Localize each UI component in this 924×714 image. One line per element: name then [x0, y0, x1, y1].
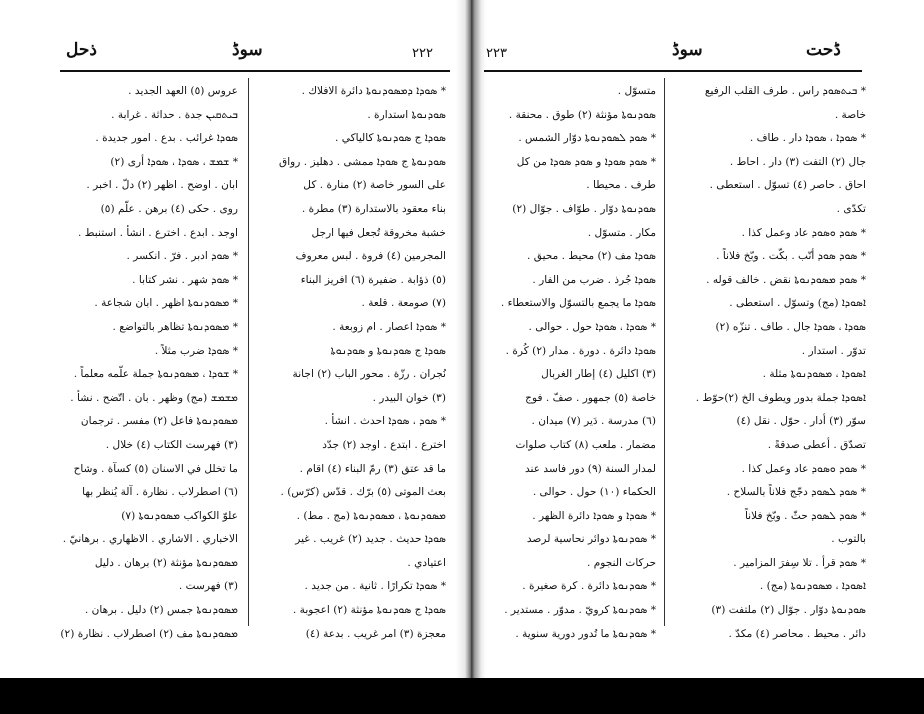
dictionary-line: * ܣܘܕ شهر . نشر كتابا . — [132, 273, 238, 286]
dictionary-line: * ܫܡܫ ، ܣܘܕܐ ، ܣܘܕܐ أرى (٢) — [110, 155, 238, 168]
dictionary-line: ܣܘܕܢܘܬܐ ج ܣܘܕܐ ممشى . دهليز . رواق — [279, 155, 446, 168]
left-page-number: ٢٢٢ — [412, 46, 433, 61]
left-page-header-left: ذحل — [66, 40, 97, 60]
dictionary-line: * ܣܘܕ ܠܣܘܕ حثّ . وبّخ فلاناً — [744, 509, 866, 522]
dictionary-line: * ܣܘܕܐ ܕܡܣܘܕܢܘܬܐ دائرة الافلاك . — [301, 85, 446, 97]
dictionary-line: احاق . حاصر (٤) تسوّل . استعطى . — [709, 179, 866, 192]
dictionary-line: * ܡܣܘܕܢܘܬܐ تظاهر بالتواضع . — [112, 320, 238, 333]
dictionary-line: مضمار . ملعب (٨) كتاب صلوات — [515, 438, 656, 451]
dictionary-line: خاصة . — [834, 108, 866, 121]
dictionary-line: ܡܣܘܕܢܘܬܐ جمس (٢) دليل . برهان . — [84, 604, 238, 617]
dictionary-line: على السور خاصة (٢) منارة . كل — [303, 179, 446, 192]
dictionary-line: * ܣܘܕ ܠܣܘܕܢܘܬܐ دوّار الشمس . — [518, 132, 656, 145]
dictionary-line: * ܣܘܕܐ و ܣܘܕܐ دائرة الظهر . — [532, 509, 656, 522]
dictionary-line: ܣܘܕܢܘܬܐ استدارة . — [367, 108, 446, 121]
dictionary-line: ܡܫܡܫ (مج) وظهر . بان . اتّضح . نشأ . — [70, 391, 238, 404]
dictionary-line: (٦) اصطرلاب . نظارة . آلة يُنظر بها — [82, 486, 238, 499]
left-page-column-right — [256, 80, 446, 646]
dictionary-line: حركات النجوم . — [587, 556, 656, 569]
dictionary-line: (٥) ذؤابة . ضفيرة (٦) افريز البناء — [300, 273, 446, 286]
dictionary-line: * ܡܣܘܕܢܘܬܐ اظهر . ابان شجاعة . — [94, 297, 238, 310]
right-page-header-center: سوڈ — [672, 40, 703, 60]
left-page — [0, 0, 458, 678]
dictionary-line: المجرمين (٤) فروة . لبس معروف — [295, 250, 446, 263]
dictionary-line: * ܣܘܕܢܘܬܐ دائرة . كرة صغيرة . — [522, 580, 656, 593]
dictionary-line: بناء معقود بالاستدارة (٣) مطرة . — [301, 202, 446, 215]
dictionary-line: ܣܘܕܐ جُرذ . ضرب من الفار . — [532, 273, 656, 286]
dictionary-line: * ܒܝܬܣܘܕ راس . طرف القلب الرفيع — [704, 85, 866, 97]
dictionary-line: ما تخلل في الاسنان (٥) كسآة . وشاح — [73, 462, 238, 475]
dictionary-line: بالتوب . — [831, 533, 866, 546]
dictionary-line: * ܣܘܕ ܣܘܕܐ و ܣܘܕ ܣܘܕܐ من كل — [516, 155, 656, 168]
dictionary-line: * ܣܘܕܐ تكرارًا . ثانية . من جديد . — [304, 580, 446, 593]
dictionary-line: دائر . محيط . محاصر (٤) مكدّ . — [728, 627, 866, 640]
right-page-column-left — [484, 80, 656, 646]
dictionary-line: اخترع . ابتدع . اوجد (٢) جدّد — [322, 438, 446, 451]
dictionary-line: * ܣܘܕ ، ܣܘܕܐ احدث . انشأ . — [324, 415, 446, 428]
dictionary-line: علوّ الكواكب ܡܣܘܕܢܘܬܐ (٧) — [121, 509, 238, 522]
right-page-header-rule — [484, 70, 862, 72]
dictionary-line: * ܣܘܕ قرأ . تلا سِفرَ المزامير . — [733, 556, 866, 569]
dictionary-line: ܣܘܕܢܘܬܐ مؤنثة (٢) طوق . محنقة . — [508, 108, 656, 121]
dictionary-line: ܐܣܘܕܐ (مج) وتسوّل . استعطى . — [729, 297, 866, 310]
right-page — [484, 0, 924, 678]
dictionary-line: * ܣܘܕܢܘܬܐ ما تُدور دورية سنوية . — [515, 627, 656, 640]
dictionary-line: ܣܘܕܐ مف (٢) محيط . محيق . — [527, 250, 656, 263]
dictionary-line: لمدار السنة (٩) دور فاسد عند — [524, 462, 656, 475]
dictionary-line: (٣) اكليل (٤) إطار الغربال — [541, 368, 656, 381]
dictionary-line: اعتيادي . — [407, 556, 446, 569]
dictionary-line: ܣܘܕܢܘܬܐ دوّار . طوّاف . جوّال (٢) — [512, 202, 656, 215]
dictionary-line: * ܫܘܕܐ ، ܡܣܘܕܢܘܬܐ جملة علّمه معلماً . — [73, 368, 238, 381]
dictionary-line: ܡܣܘܕܢܘܬܐ فاعل (٢) مفسر . ترجمان — [80, 415, 238, 428]
dictionary-line: * ܣܘܕܐ ، ܣܘܕܐ دار . طاف . — [749, 132, 866, 145]
dictionary-line: ܐܣܘܕܐ ، ܡܣܘܕܢܘܬܐ (مج) . — [759, 580, 866, 593]
right-page-number: ٢٢٣ — [486, 46, 507, 61]
dictionary-line: (٣) فهرست . — [178, 580, 238, 593]
dictionary-line: * ܣܘܕ ܘܣܘܕ عاد وعمل كذا . — [741, 226, 866, 239]
dictionary-line: * ܣܘܕ ادبر . فرّ . انكسر . — [126, 250, 238, 263]
dictionary-line: مكار . متسوّل . — [587, 226, 656, 239]
dictionary-line: * ܣܘܕܢܘܬܐ كرويّ . مدوّر . مستدير . — [504, 604, 656, 617]
dictionary-line: تصدّق . أعطى صدقةً . — [767, 438, 866, 451]
dictionary-line: نُجران . رزّة . محور الباب (٢) اجانة — [292, 368, 446, 381]
right-page-header-right: ڈحت — [806, 40, 841, 60]
dictionary-line: ܣܘܕܢܘܬܐ دوّار . جوّال (٢) ملتفت (٣) — [711, 604, 866, 617]
dictionary-line: عروس (٥) العهد الجديد . — [128, 85, 238, 97]
dictionary-line: طرف . محيطا . — [586, 179, 656, 192]
dictionary-line: متسوّل . — [617, 85, 656, 97]
dictionary-line: تدوّر . استدار . — [801, 344, 866, 357]
book-gutter — [456, 0, 486, 678]
dictionary-line: ܣܘܕܐ غرائب . بدع . امور جديدة . — [95, 132, 238, 145]
dictionary-line: * ܣܘܕ ܠܣܘܕ دجّج فلاناً بالسلاح . — [726, 486, 866, 499]
dictionary-line: الاخباري . الاشاري . الاظهاري . برهانيّ . — [62, 533, 238, 546]
dictionary-line: ابان . اوضح . اظهر (٢) دلّ . اخبر . — [86, 179, 238, 192]
dictionary-line: بعث الموتى (٥) برّك . قدّس (كرّس) . — [280, 486, 446, 499]
dictionary-line: ܣܘܕܐ ج ܣܘܕܢܘܬܐ و ܣܘܕܢܘܬܐ — [330, 344, 446, 357]
dictionary-line: معجزة (٣) امر غريب . بدعة (٤) — [305, 627, 446, 640]
dictionary-line: ܡܣܘܕܢܘܬܐ ، ܡܣܘܕܢܘܬܐ (مج . مط) . — [296, 509, 446, 522]
dictionary-line: اوجد . ابدع . اخترع . انشأ . استنبط . — [78, 226, 238, 239]
dictionary-line: خاصة (٥) جمهور . صفّ . فوج — [525, 391, 656, 404]
scan-bottom-border — [0, 678, 924, 714]
dictionary-line: * ܣܘܕܐ اعصار . ام زوبعة . — [332, 320, 446, 333]
dictionary-line: (٣) خوان البيدر . — [372, 391, 446, 404]
dictionary-line: ܣܘܕܐ ج ܣܘܕܢܘܬܐ كالياكي . — [335, 132, 446, 145]
dictionary-line: * ܣܘܕ ܣܘܕ أنّب . بكّت . وبّخ فلاناً . — [716, 250, 866, 263]
left-page-column-left — [60, 80, 238, 646]
dictionary-line: ܣܘܕܐ ، ܣܘܕܐ جال . طاف . تنزّه (٢) — [715, 320, 866, 333]
dictionary-line: ܣܘܕܐ دائرة . دورة . مدار (٢) كُرة . — [505, 344, 656, 357]
dictionary-line: ܡܣܘܕܢܘܬܐ مف (٢) اصطرلاب . نظارة (٢) — [60, 627, 238, 640]
dictionary-line: * ܣܘܕ ܘܣܘܕ عاد وعمل كذا . — [741, 462, 866, 475]
dictionary-line: ܐܣܘܕܐ ، ܡܣܘܕܢܘܬܐ مثلة . — [762, 368, 866, 381]
dictionary-line: ܒܝܬܩܝܢ جدة . حداثة . غرابة . — [111, 108, 238, 121]
dictionary-line: ܣܘܕܐ ما يجمع بالتسوّل والاستعطاء . — [500, 297, 656, 310]
left-page-header-center: سوڈ — [232, 40, 263, 60]
right-page-column-right — [670, 80, 866, 646]
dictionary-line: سوّر (٣) أدار . حوّل . نقل (٤) — [736, 415, 866, 428]
dictionary-line: روى . حكى (٤) برهن . علّم (٥) — [100, 202, 238, 215]
dictionary-line: ܣܘܕܐ ج ܣܘܕܢܘܬܐ مؤنثة (٢) اعجوبة . — [292, 604, 446, 617]
dictionary-line: ܣܘܕܐ حديث . جديد (٢) غريب . غير — [295, 533, 446, 546]
dictionary-line: * ܣܘܕܐ ضرب مثلاً . — [154, 344, 238, 357]
dictionary-line: (٧) صومعة . قلعة . — [361, 297, 446, 310]
dictionary-line: الحكماء (١٠) حول . حوالى . — [532, 486, 656, 499]
dictionary-line: جال (٢) التفت (٣) دار . احاط . — [729, 155, 866, 168]
dictionary-line: (٦) مدرسة . دَير (٧) ميدان . — [531, 415, 656, 428]
dictionary-line: * ܣܘܕܐ ، ܣܘܕܐ حول . حوالى . — [528, 320, 656, 333]
right-page-column-divider — [664, 78, 665, 626]
dictionary-line: * ܣܘܕܢܘܬܐ دوائر نحاسية لرصد — [526, 533, 656, 546]
left-page-header-rule — [60, 70, 450, 72]
dictionary-line: * ܣܘܕ ܡܣܘܕܢܘܬܐ نقض . خالف قوله . — [706, 273, 866, 286]
dictionary-line: ما قد عتق (٣) رمّ البناء (٤) اقام . — [299, 462, 446, 475]
dictionary-line: تكدّى . — [836, 202, 866, 215]
dictionary-line: (٣) فهرست الكتاب (٤) خلال . — [105, 438, 238, 451]
dictionary-line: ܡܣܘܕܢܘܬܐ مؤنثة (٢) برهان . دليل — [94, 556, 238, 569]
dictionary-line: ܐܣܘܕܐ جملة بدور ويطوف الخ (٢)حوّط . — [695, 391, 866, 404]
left-page-column-divider — [248, 78, 249, 626]
dictionary-line: خشبة مخروقة تُجعل فيها ارجل — [311, 226, 446, 239]
